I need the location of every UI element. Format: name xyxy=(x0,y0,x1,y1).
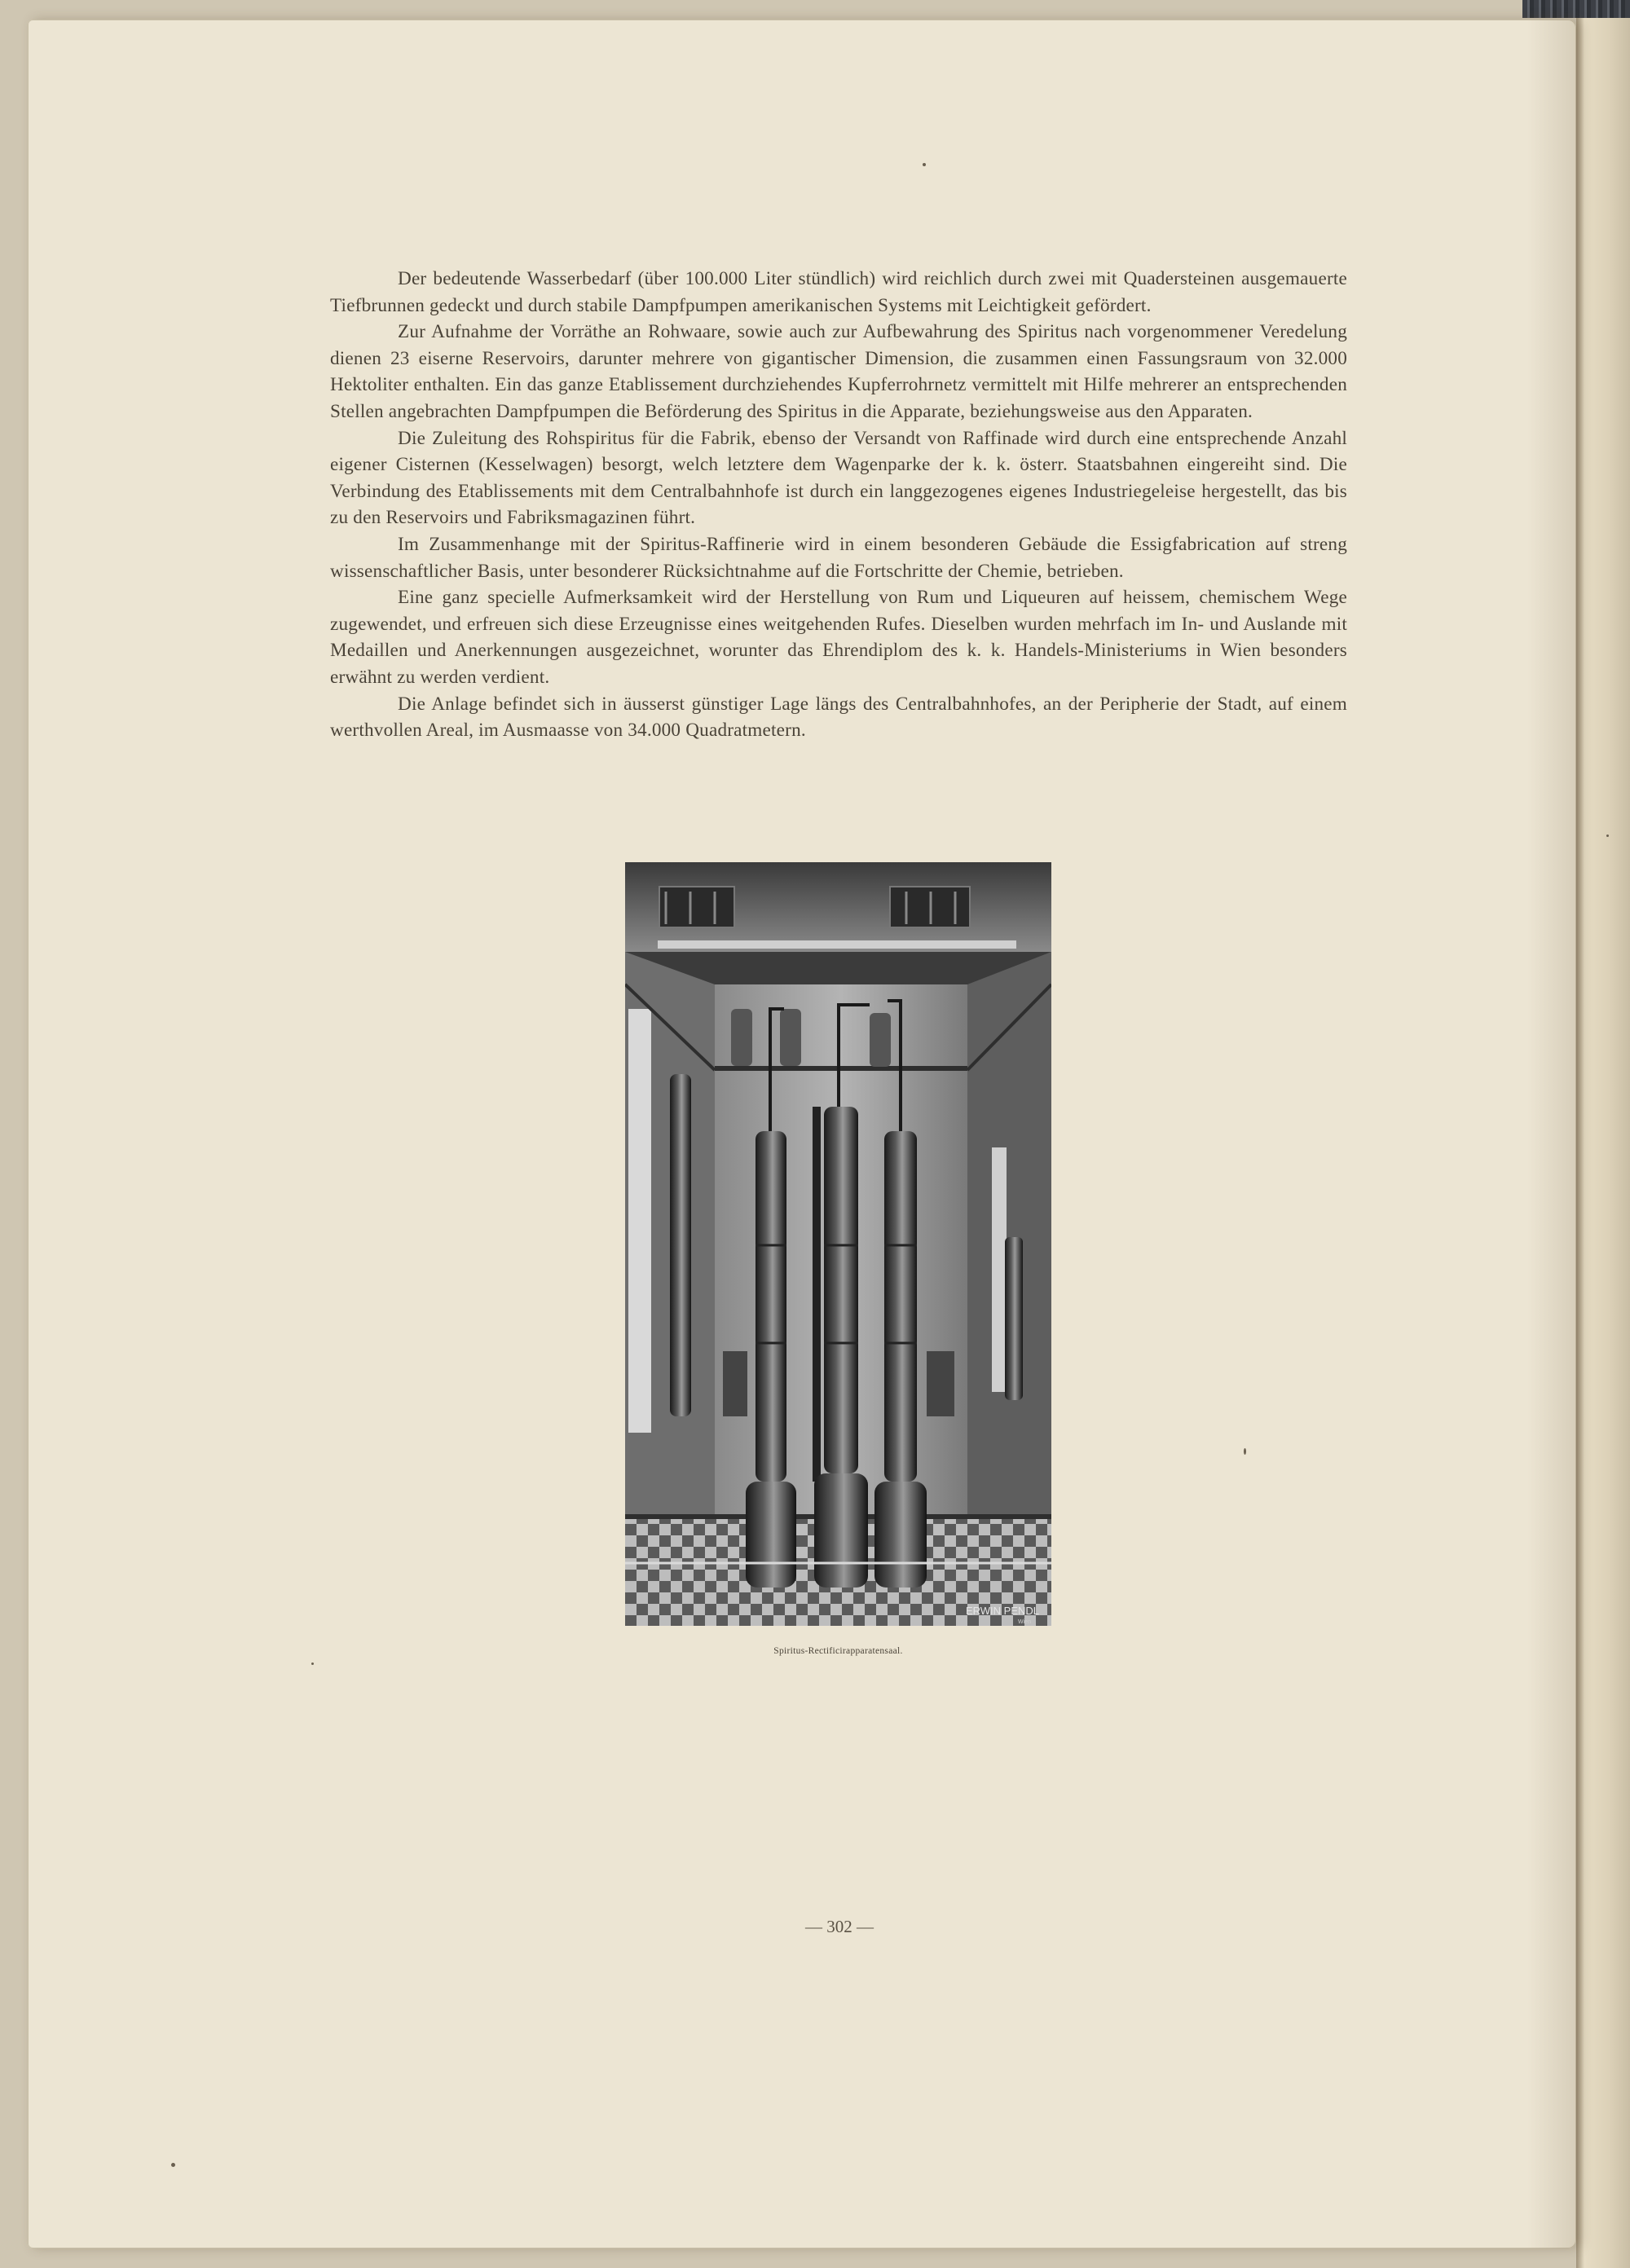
column-boiler xyxy=(746,1482,796,1588)
column-boiler xyxy=(814,1473,868,1588)
paragraph: Die Anlage befindet sich in äusserst günstiger Lage längs des Centralbahnhofes, an der Peripherie der Stadt, auf einem werthvollen Areal, im Ausmaasse von 34.000 Quadratmetern. xyxy=(330,693,1347,742)
body-text xyxy=(330,266,1347,744)
gallery-railing xyxy=(715,1066,967,1071)
distillery-hall-illustration xyxy=(625,862,1051,1626)
speck xyxy=(1606,835,1609,837)
ceiling-beam xyxy=(658,940,1016,949)
paragraph: Die Zuleitung des Rohspiritus für die Fabrik, ebenso der Versandt von Raffinade wird durch eine entsprechende Anzahl eigener Cisternen (Kesselwagen) besorgt, welch letztere dem Wagenparke der k. k. österr. Staatsbahnen eingereiht sind. Die Verbindung des Etablissements mit dem Centralbahnhofe ist durch ein langgezogenes eigenes Industriegeleise hergestellt, das bis zu den Reservoirs und Fabriksmagazinen führt. xyxy=(330,427,1347,529)
speck xyxy=(1244,1448,1246,1455)
paragraph: Zur Aufnahme der Vorräthe an Rohwaare, sowie auch zur Aufbewahrung des Spiritus nach vorgenommener Veredelung dienen 23 eiserne Reservoirs, darunter mehrere von gigantischer Dimension, die zusammen einen Fassungsraum von 32.000 Hektoliter enthalten. Ein das ganze Etablissement durchziehendes Kupferrohrnetz vermittelt mit Hilfe mehrerer an entsprechenden Stellen angebrachten Dampfpumpen die Beförderung des Spiritus in die Apparate, beziehungsweise aus den Apparaten. xyxy=(330,321,1347,422)
rectifier-column xyxy=(884,1131,917,1482)
column-boiler xyxy=(874,1482,927,1588)
next-page-edge xyxy=(1576,0,1630,2268)
speck xyxy=(171,2163,175,2167)
paragraph: Im Zusammenhange mit der Spiritus-Raffinerie wird in einem besonderen Gebäude die Essigfabrication auf streng wissenschaftlicher Basis, unter besonderer Rücksichtnahme auf die Fortschritte der Chemie, betrieben. xyxy=(330,533,1347,582)
illustration-signature-place: Wien xyxy=(1018,1619,1031,1625)
page-number: — 302 — xyxy=(805,1917,874,1936)
illustration-caption: Spiritus-Rectificirapparatensaal. xyxy=(773,1646,903,1656)
window-left xyxy=(628,1009,651,1433)
window-right xyxy=(992,1147,1007,1392)
binding-strip xyxy=(1522,0,1630,18)
skylight-left xyxy=(659,887,734,927)
speck xyxy=(923,163,926,166)
side-column xyxy=(1005,1237,1023,1400)
rectifier-column xyxy=(756,1131,786,1482)
speck xyxy=(311,1662,314,1665)
paragraph: Eine ganz specielle Aufmerksamkeit wird der Herstellung von Rum und Liqueuren auf heissem, chemischem Wege zugewendet, und erfreuen sich diese Erzeugnisse eines weitgehenden Rufes. Dieselben wurden mehrfach im In- und Auslande mit Medaillen und Anerkennungen ausgezeichnet, worunter das Ehrendiplom des k. k. Handels-Ministeriums in Wien besonders erwähnt zu werden verdient. xyxy=(330,587,1347,688)
rectifier-column xyxy=(824,1107,858,1473)
side-column xyxy=(670,1074,691,1416)
paragraph: Der bedeutende Wasserbedarf (über 100.000 Liter stündlich) wird reichlich durch zwei mit Quadersteinen ausgemauerte Tiefbrunnen gedeckt und durch stabile Dampfpumpen amerikanischen Systems mit Leichtigkeit gefördert. xyxy=(330,268,1347,316)
illustration-signature: ERWIN PENDL xyxy=(965,1605,1039,1617)
